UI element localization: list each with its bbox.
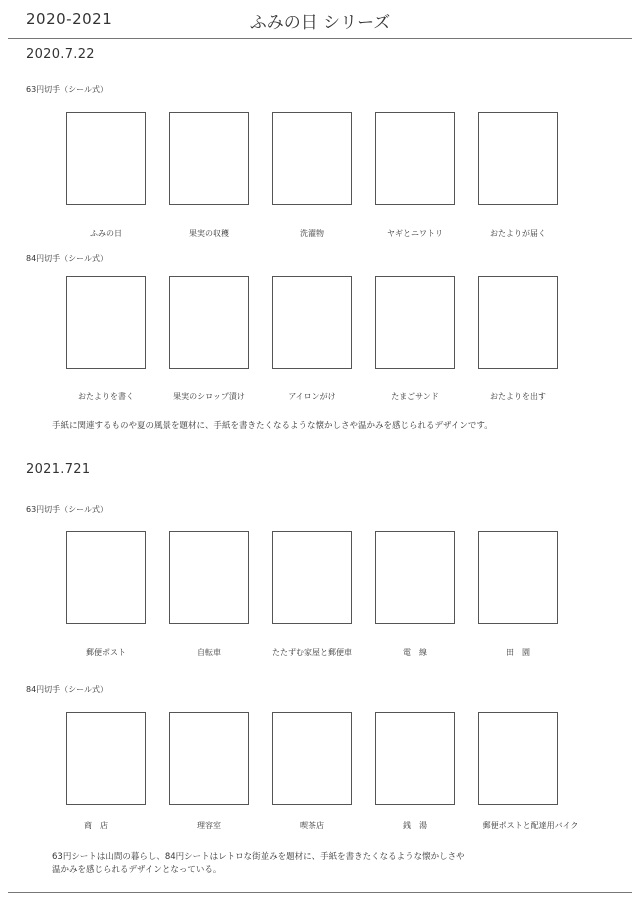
section-description: 手紙に関連するものや夏の風景を題材に、手紙を書きたくなるような懐かしさや温かみを感じられるデザインです。: [52, 421, 493, 431]
stamp-image-placeholder: [169, 531, 249, 624]
page-title: ふみの日 シリーズ: [249, 13, 391, 33]
stamp-caption: 果実のシロップ漬け: [173, 392, 245, 401]
stamp-caption: たまごサンド: [391, 392, 439, 401]
stamp-caption: 銭 湯: [403, 821, 427, 830]
group-label: 84円切手（シール式）: [26, 685, 109, 694]
stamp-image-placeholder: [66, 712, 146, 805]
stamp-image-placeholder: [169, 712, 249, 805]
group-label: 63円切手（シール式）: [26, 85, 109, 94]
stamp-caption: 郵便ポスト: [86, 648, 126, 657]
stamp-image-placeholder: [375, 712, 455, 805]
stamp-caption: ふみの日: [90, 229, 122, 238]
stamp-image-placeholder: [478, 712, 558, 805]
stamp-image-placeholder: [169, 276, 249, 369]
stamp-caption: 商 店: [84, 821, 108, 830]
stamp-caption: おたよりが届く: [490, 229, 546, 238]
stamp-caption: 郵便ポストと配達用バイク: [482, 821, 579, 830]
stamp-caption: 電 線: [403, 648, 427, 657]
stamp-image-placeholder: [478, 531, 558, 624]
group-label: 84円切手（シール式）: [26, 254, 109, 263]
stamp-image-placeholder: [66, 531, 146, 624]
stamp-image-placeholder: [478, 276, 558, 369]
stamp-caption: アイロンがけ: [288, 392, 336, 401]
stamp-image-placeholder: [169, 112, 249, 205]
stamp-caption: 果実の収穫: [189, 229, 229, 238]
header-divider: [8, 38, 632, 39]
stamp-caption: 洗濯物: [300, 229, 324, 238]
stamp-caption: ヤギとニワトリ: [387, 229, 443, 238]
section-date: 2020.7.22: [26, 47, 95, 62]
stamp-image-placeholder: [272, 712, 352, 805]
year-range: 2020-2021: [26, 10, 113, 28]
stamp-image-placeholder: [375, 112, 455, 205]
stamp-caption: 自転車: [197, 648, 221, 657]
stamp-image-placeholder: [272, 276, 352, 369]
section-description-line: 温かみを感じられるデザインとなっている。: [52, 865, 222, 875]
section-description-line: 63円シートは山間の暮らし、84円シートはレトロな街並みを題材に、手紙を書きたくなるような懐かしさや: [52, 852, 465, 862]
footer-divider: [8, 892, 632, 893]
stamp-image-placeholder: [478, 112, 558, 205]
group-label: 63円切手（シール式）: [26, 505, 109, 514]
stamp-caption: 田 園: [506, 648, 530, 657]
stamp-image-placeholder: [66, 112, 146, 205]
stamp-image-placeholder: [66, 276, 146, 369]
stamp-caption: おたよりを出す: [490, 392, 546, 401]
stamp-image-placeholder: [272, 531, 352, 624]
stamp-image-placeholder: [272, 112, 352, 205]
stamp-image-placeholder: [375, 276, 455, 369]
stamp-caption: 喫茶店: [300, 821, 324, 830]
stamp-image-placeholder: [375, 531, 455, 624]
stamp-caption: 理容室: [197, 821, 221, 830]
stamp-caption: たたずむ家屋と郵便車: [272, 648, 352, 657]
stamp-caption: おたよりを書く: [78, 392, 134, 401]
section-date: 2021.721: [26, 462, 91, 477]
